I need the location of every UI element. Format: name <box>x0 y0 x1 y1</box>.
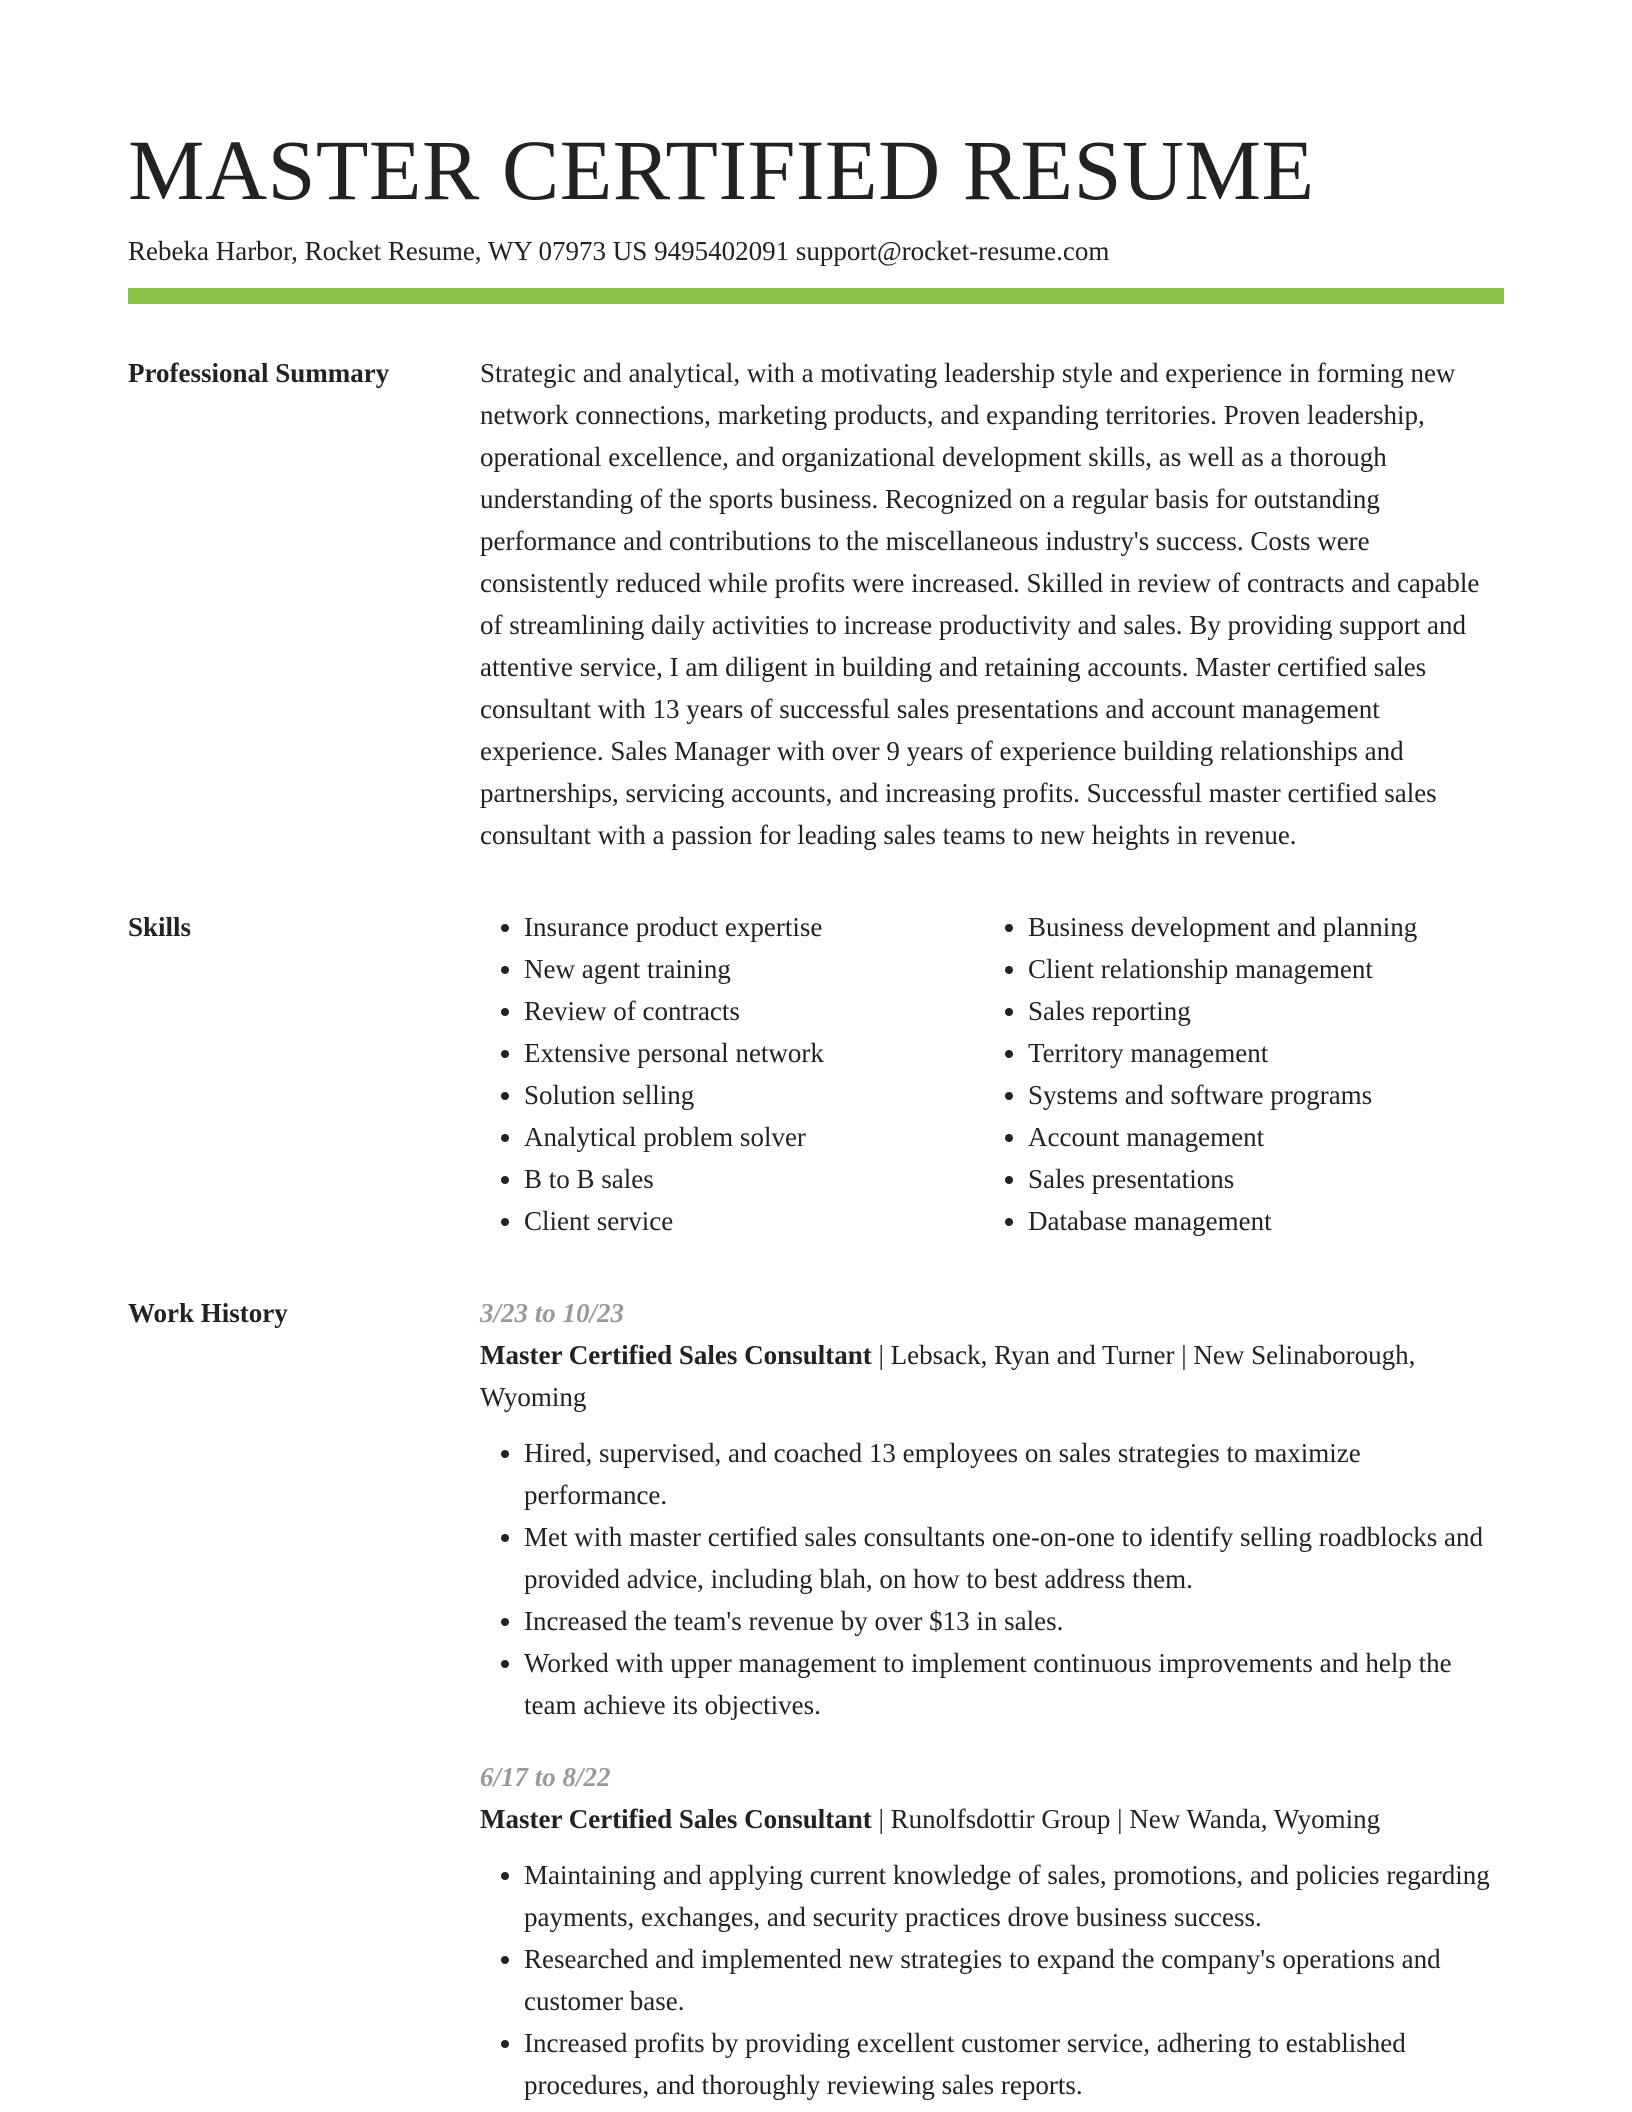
job-title: Master Certified Sales Consultant <box>480 1340 872 1370</box>
summary-section <box>128 352 1504 856</box>
job-details: | Lebsack, Ryan and Turner | New Selinaborough, Wyoming <box>480 1340 1416 1412</box>
skills-list-left <box>480 906 984 1242</box>
skill-item: • Systems and software programs <box>1028 1074 1504 1116</box>
job-bullet: • Worked with upper management to implement continuous improvements and help the team achieve its objectives. <box>524 1642 1504 1726</box>
job-dates: 6/17 to 8/22 <box>480 1762 611 1792</box>
job-header <box>480 1798 1504 1840</box>
job-dates: 3/23 to 10/23 <box>480 1298 625 1328</box>
job-entry <box>480 1292 1504 1726</box>
accent-divider <box>128 288 1504 304</box>
job-bullet: • Increased profits by providing excellent customer service, adhering to established procedures, and thoroughly reviewing sales reports. <box>524 2022 1504 2106</box>
work-history-heading: Work History <box>128 1298 288 1328</box>
skill-item: • Client relationship management <box>1028 948 1504 990</box>
skill-item: • Business development and planning <box>1028 906 1504 948</box>
work-history-section <box>128 1292 1504 2106</box>
skills-list-right <box>984 906 1504 1242</box>
skill-item: • Extensive personal network <box>524 1032 984 1074</box>
skill-item: • B to B sales <box>524 1158 984 1200</box>
skill-item: • Review of contracts <box>524 990 984 1032</box>
job-bullet: • Maintaining and applying current knowledge of sales, promotions, and policies regarding payments, exchanges, and security practices drove business success. <box>524 1854 1504 1938</box>
job-bullets <box>480 1432 1504 1726</box>
skill-item: • Territory management <box>1028 1032 1504 1074</box>
job-bullet: • Researched and implemented new strategies to expand the company's operations and customer base. <box>524 1938 1504 2022</box>
job-bullet: • Met with master certified sales consultants one-on-one to identify selling roadblocks and provided advice, including blah, on how to best address them. <box>524 1516 1504 1600</box>
skill-item: • Sales reporting <box>1028 990 1504 1032</box>
skill-item: • Insurance product expertise <box>524 906 984 948</box>
contact-line: Rebeka Harbor, Rocket Resume, WY 07973 US 9495402091 support@rocket-resume.com <box>128 236 1110 266</box>
job-header <box>480 1334 1504 1418</box>
summary-text: Strategic and analytical, with a motivating leadership style and experience in forming new network connections, marketing products, and expanding territories. Proven leadership, operational excellence, and organizational development skills, as well as a thorough understanding of the sports business. Recognized on a regular basis for outstanding performance and contributions to the miscellaneous industry's success. Costs were consistently reduced while profits were increased. Skilled in review of contracts and capable of streamlining daily activities to increase productivity and sales. By providing support and attentive service, I am diligent in building and retaining accounts. Master certified sales consultant with 13 years of successful sales presentations and account management experience. Sales Manager with over 9 years of experience building relationships and partnerships, servicing accounts, and increasing profits. Successful master certified sales consultant with a passion for leading sales teams to new heights in revenue. <box>480 358 1480 850</box>
job-bullet: • Hired, supervised, and coached 13 employees on sales strategies to maximize performance. <box>524 1432 1504 1516</box>
skill-item: • Sales presentations <box>1028 1158 1504 1200</box>
job-title: Master Certified Sales Consultant <box>480 1804 872 1834</box>
job-bullet: • Increased the team's revenue by over $13 in sales. <box>524 1600 1504 1642</box>
skill-item: • Client service <box>524 1200 984 1242</box>
job-details: | Runolfsdottir Group | New Wanda, Wyoming <box>871 1804 1381 1834</box>
skill-item: • Database management <box>1028 1200 1504 1242</box>
skill-item: • Analytical problem solver <box>524 1116 984 1158</box>
skill-item: • Account management <box>1028 1116 1504 1158</box>
skills-heading: Skills <box>128 912 192 942</box>
job-bullets <box>480 1854 1504 2106</box>
job-entry <box>480 1756 1504 2106</box>
resume-title: MASTER CERTIFIED RESUME <box>128 122 1315 218</box>
skills-section <box>128 906 1504 1242</box>
skill-item: • Solution selling <box>524 1074 984 1116</box>
resume-page <box>128 0 1504 2106</box>
summary-heading: Professional Summary <box>128 358 390 388</box>
skill-item: • New agent training <box>524 948 984 990</box>
